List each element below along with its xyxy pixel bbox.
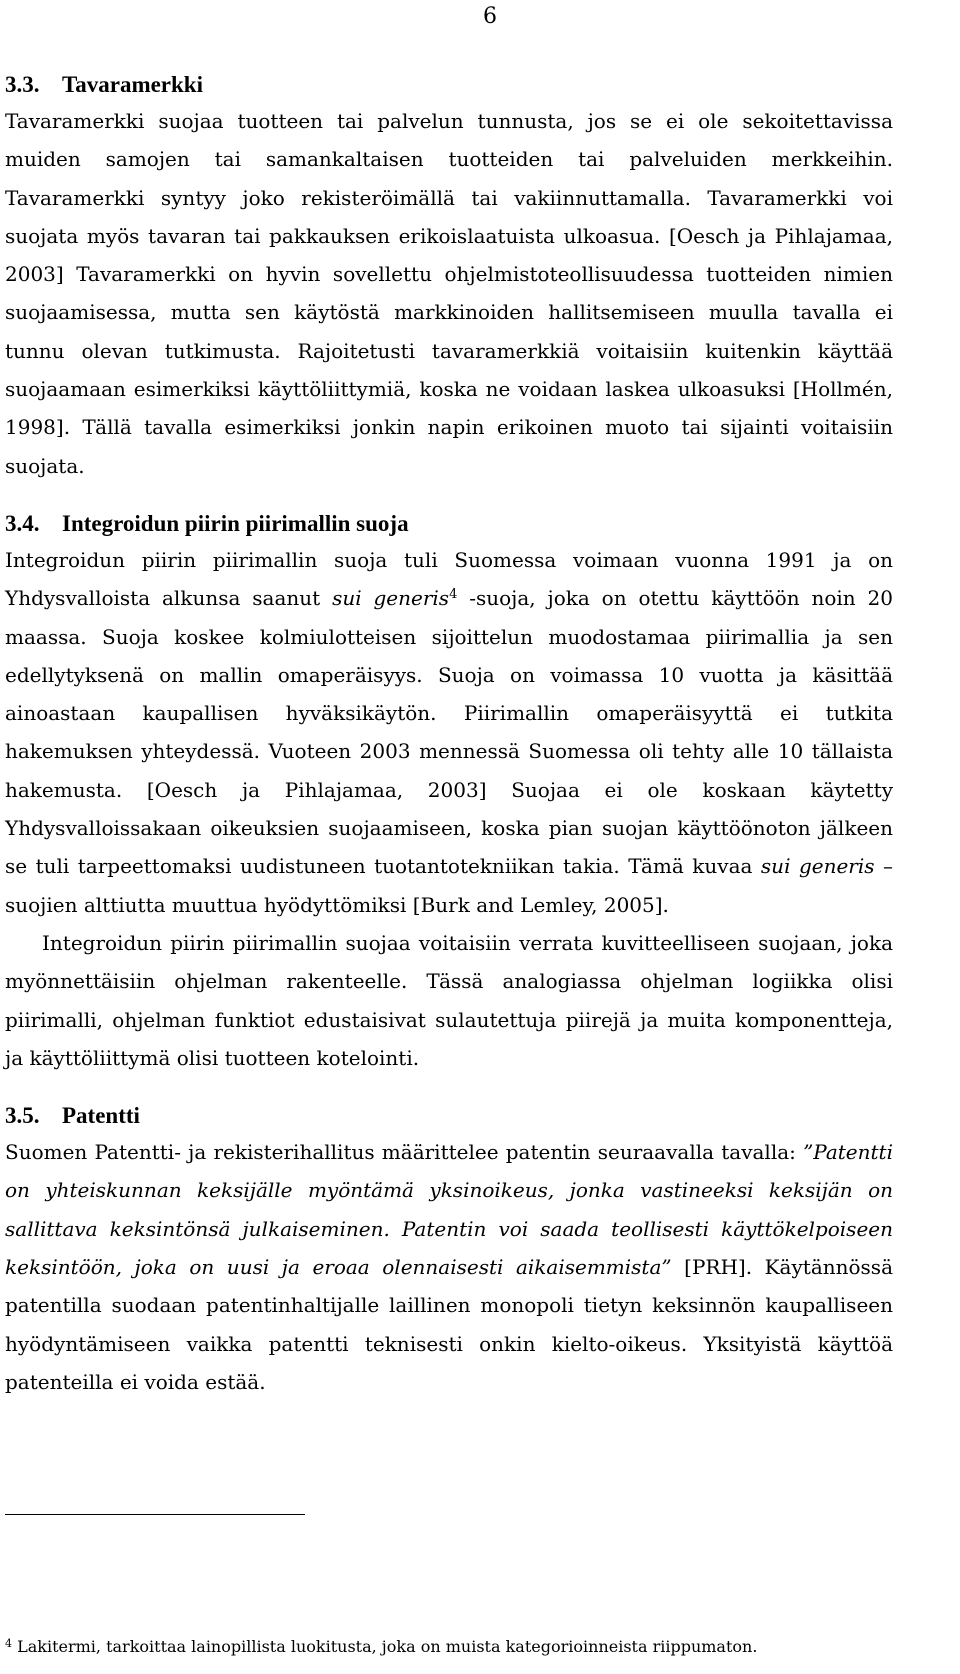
footnote-separator bbox=[5, 1514, 305, 1515]
section-title: Integroidun piirin piirimallin suoja bbox=[62, 510, 409, 536]
italic-term: sui generis bbox=[760, 854, 875, 879]
paragraph-patent: Suomen Patentti- ja rekisterihallitus määrittelee patentin seuraavalla tavalla: ”Patentti on yhteiskunnan keksijälle myöntämä yksinoikeus, jonka vastineeksi keksijän on sallittava keksintönsä julkaiseminen. Patentin voi saada teollisesti käyttökelpoiseen keksintöön, joka on uusi ja eroaa olennaisesti aikaisemmista” [PRH]. Käytännössä patentilla suodaan patentinhaltijalle laillinen monopoli tietyn keksinnön kaupalliseen hyödyntämiseen vaikka patentti teknisesti onkin kielto-oikeus. Yksityistä käyttöä patenteilla ei voida estää. bbox=[5, 1140, 893, 1394]
patent-definition-quote: ”Patentti on yhteiskunnan keksijälle myöntämä yksinoikeus, jonka vastineeksi keksijän on sallittava keksintönsä julkaiseminen. Patentin voi saada teollisesti käyttökelpoiseen keksintöön, joka on uusi ja eroaa olennaisesti aikaisemmista” bbox=[5, 1140, 893, 1280]
paragraph-trademark: Tavaramerkki suojaa tuotteen tai palvelun tunnusta, jos se ei ole sekoitettavissa muiden samojen tai samankaltaisen tuotteiden tai palveluiden merkkeihin. Tavaramerkki syntyy joko rekisteröimällä tai vakiinnuttamalla. Tavaramerkki voi suojata myös tavaran tai pakkauksen erikoislaatuista ulkoasua. [Oesch ja Pihlajamaa, 2003] Tavaramerkki on hyvin sovellettu ohjelmistoteollisuudessa tuotteiden nimien suojaamisessa, mutta sen käytöstä markkinoiden hallitsemiseen muulla tavalla ei tunnu olevan tutkimusta. Rajoitetusti tavaramerkkiä voitaisiin kuitenkin käyttää suojaamaan esimerkiksi käyttöliittymiä, koska ne voidaan laskea ulkoasuksi [Hollmén, 1998]. Tällä tavalla esimerkiksi jonkin napin erikoinen muoto tai sijainti voitaisiin suojata. bbox=[5, 109, 893, 478]
footnote-mark: 4 bbox=[5, 1637, 12, 1650]
paragraph-ic-layout-2: Integroidun piirin piirimallin suojaa voitaisiin verrata kuvitteelliseen suojaan, joka myönnettäisiin ohjelman rakenteelle. Tässä analogiassa ohjelman logiikka olisi piirimalli, ohjelman funktiot edustaisivat sulautettuja piirejä ja muita komponentteja, ja käyttöliittymä olisi tuotteen kotelointi. bbox=[5, 930, 893, 1070]
section-title: Tavaramerkki bbox=[62, 72, 203, 97]
section-number: 3.3. bbox=[5, 72, 40, 97]
footnote-reference: 4 bbox=[449, 587, 458, 603]
footnote bbox=[5, 1636, 905, 1658]
document-body bbox=[5, 68, 893, 1401]
page-number: 6 bbox=[483, 4, 497, 29]
section-number: 3.4. bbox=[5, 510, 40, 536]
section-heading-3-4 bbox=[5, 507, 893, 541]
section-heading-3-5 bbox=[5, 1099, 893, 1133]
paragraph-ic-layout-1: Integroidun piirin piirimallin suoja tuli Suomessa voimaan vuonna 1991 ja on Yhdysvalloista alkunsa saanut sui generis$^4$ -suoja, joka on otettu käyttöön noin 20 maassa. Suoja koskee kolmiulotteisen sijoittelun muodostamaa piirimallia ja sen edellytyksenä on mallin omaperäisyys. Suoja on voimassa 10 vuotta ja käsittää ainoastaan kaupallisen hyväksikäytön. Piirimallin omaperäisyyttä ei tutkita hakemuksen yhteydessä. Vuoteen 2003 mennessä Suomessa oli tehty alle 10 tällaista hakemusta. [Oesch ja Pihlajamaa, 2003] Suojaa ei ole koskaan käytetty Yhdysvalloissakaan oikeuksien suojaamiseen, koska pian suojan käyttöönoton jälkeen se tuli tarpeettomaksi uudistuneen tuotantotekniikan takia. Tämä kuvaa sui generis –suojien alttiutta muuttua hyödyttömiksi [Burk and Lemley, 2005]. bbox=[5, 547, 894, 917]
section-number: 3.5. bbox=[5, 1103, 40, 1129]
section-heading-3-3 bbox=[5, 68, 893, 102]
section-title: Patentti bbox=[62, 1103, 140, 1129]
italic-term: sui generis bbox=[332, 586, 450, 611]
footnote-text: Lakitermi, tarkoittaa lainopillista luokitusta, joka on muista kategorioinneista riippumaton. bbox=[12, 1637, 758, 1656]
